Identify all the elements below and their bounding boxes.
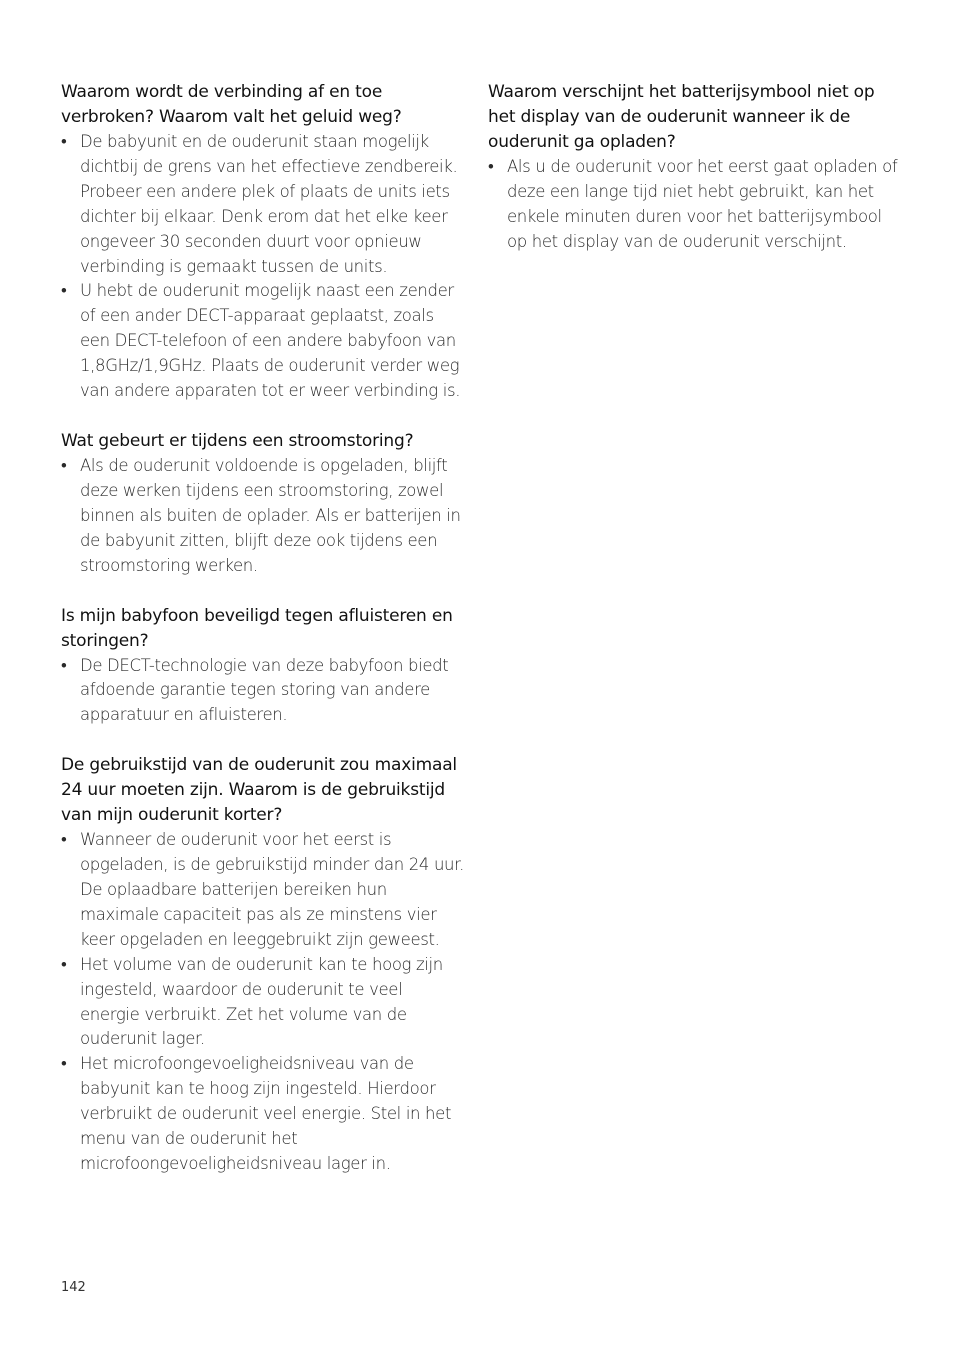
faq-section-connection: [61, 80, 466, 404]
bullet-icon: •: [488, 157, 494, 176]
right-column: [488, 80, 898, 280]
faq-question: Waarom wordt de verbinding af en toe verbroken? Waarom valt het geluid weg?: [61, 82, 402, 127]
faq-answer: [61, 454, 466, 579]
faq-answer-list: [488, 155, 898, 255]
faq-question: Waarom verschijnt het batterijsymbool niet op het display van de ouderunit wanneer ik de ouderunit ga opladen?: [488, 82, 875, 152]
faq-answer-text: De babyunit en de ouderunit staan mogelijk dichtbij de grens van het effectieve zendbereik. Probeer een andere plek of plaats de units iets dichter bij elkaar. Denk erom dat het elke keer ongeveer 30 seconden duurt voor opnieuw verbinding is gemaakt tussen de units.: [80, 132, 458, 276]
bullet-icon: •: [61, 132, 67, 151]
faq-answer-text: Als de ouderunit voldoende is opgeladen, blijft deze werken tijdens een stroomstoring, zowel binnen als buiten de oplader. Als er batterijen in de babyunit zitten, blijft deze ook tijdens een stroomstoring werken.: [80, 455, 461, 575]
faq-section-operating-time: [61, 753, 466, 1177]
faq-answer-text: Wanneer de ouderunit voor het eerst is opgeladen, is de gebruikstijd minder dan 24 uur. De oplaadbare batterijen bereiken hun maximale capaciteit pas als ze minstens vier keer opgeladen en leeggebruikt zijn geweest.: [80, 830, 464, 949]
faq-section-power-failure: [61, 429, 466, 579]
faq-question: De gebruikstijd van de ouderunit zou maximaal 24 uur moeten zijn. Waarom is de gebruikstijd van mijn ouderunit korter?: [61, 755, 457, 826]
faq-answer-text: Het volume van de ouderunit kan te hoog zijn ingesteld, waardoor de ouderunit te veel energie verbruikt. Zet het volume van de ouderunit lager.: [80, 954, 443, 1049]
faq-answer-text: Als u de ouderunit voor het eerst gaat opladen of deze een lange tijd niet hebt gebruikt, kan het enkele minuten duren voor het batterijsymbool op het display van de ouderunit verschijnt.: [507, 157, 898, 251]
faq-answer: [61, 953, 466, 1053]
faq-answer-text: De DECT-technologie van deze babyfoon biedt afdoende garantie tegen storing van andere apparatuur en afluisteren.: [80, 655, 449, 725]
faq-answer: [488, 155, 898, 255]
faq-answer-list: [61, 130, 466, 404]
faq-question: Wat gebeurt er tijdens een stroomstoring?: [61, 430, 414, 451]
left-column: [61, 80, 466, 1202]
faq-answer: [61, 654, 466, 729]
faq-answer-text: Het microfoongevoeligheidsniveau van de babyunit kan te hoog zijn ingesteld. Hierdoor verbruikt de ouderunit veel energie. Stel in het menu van de ouderunit het microfoongevoeligheidsniveau lager in.: [80, 1054, 452, 1173]
faq-question: Is mijn babyfoon beveiligd tegen afluisteren en storingen?: [61, 605, 453, 651]
faq-answer: [61, 279, 466, 404]
bullet-icon: •: [61, 954, 67, 974]
faq-answer-list: [61, 454, 466, 579]
bullet-icon: •: [61, 655, 67, 675]
faq-section-security: [61, 604, 466, 729]
faq-answer-list: [61, 828, 466, 1177]
faq-answer: [61, 1052, 466, 1177]
bullet-icon: •: [61, 1054, 67, 1074]
bullet-icon: •: [61, 281, 67, 301]
faq-answer: [61, 130, 466, 279]
bullet-icon: •: [61, 455, 67, 475]
bullet-icon: •: [61, 830, 67, 850]
page-number: 142: [61, 1280, 86, 1295]
faq-section-battery-symbol: [488, 80, 898, 255]
faq-answer: [61, 828, 466, 953]
faq-answer-list: [61, 654, 466, 729]
faq-answer-text: U hebt de ouderunit mogelijk naast een zender of een ander DECT-apparaat geplaatst, zoals een DECT-telefoon of een andere babyfoon van 1,8GHz/1,9GHz. Plaats de ouderunit verder weg van andere apparaten tot er weer verbinding is.: [80, 281, 461, 401]
